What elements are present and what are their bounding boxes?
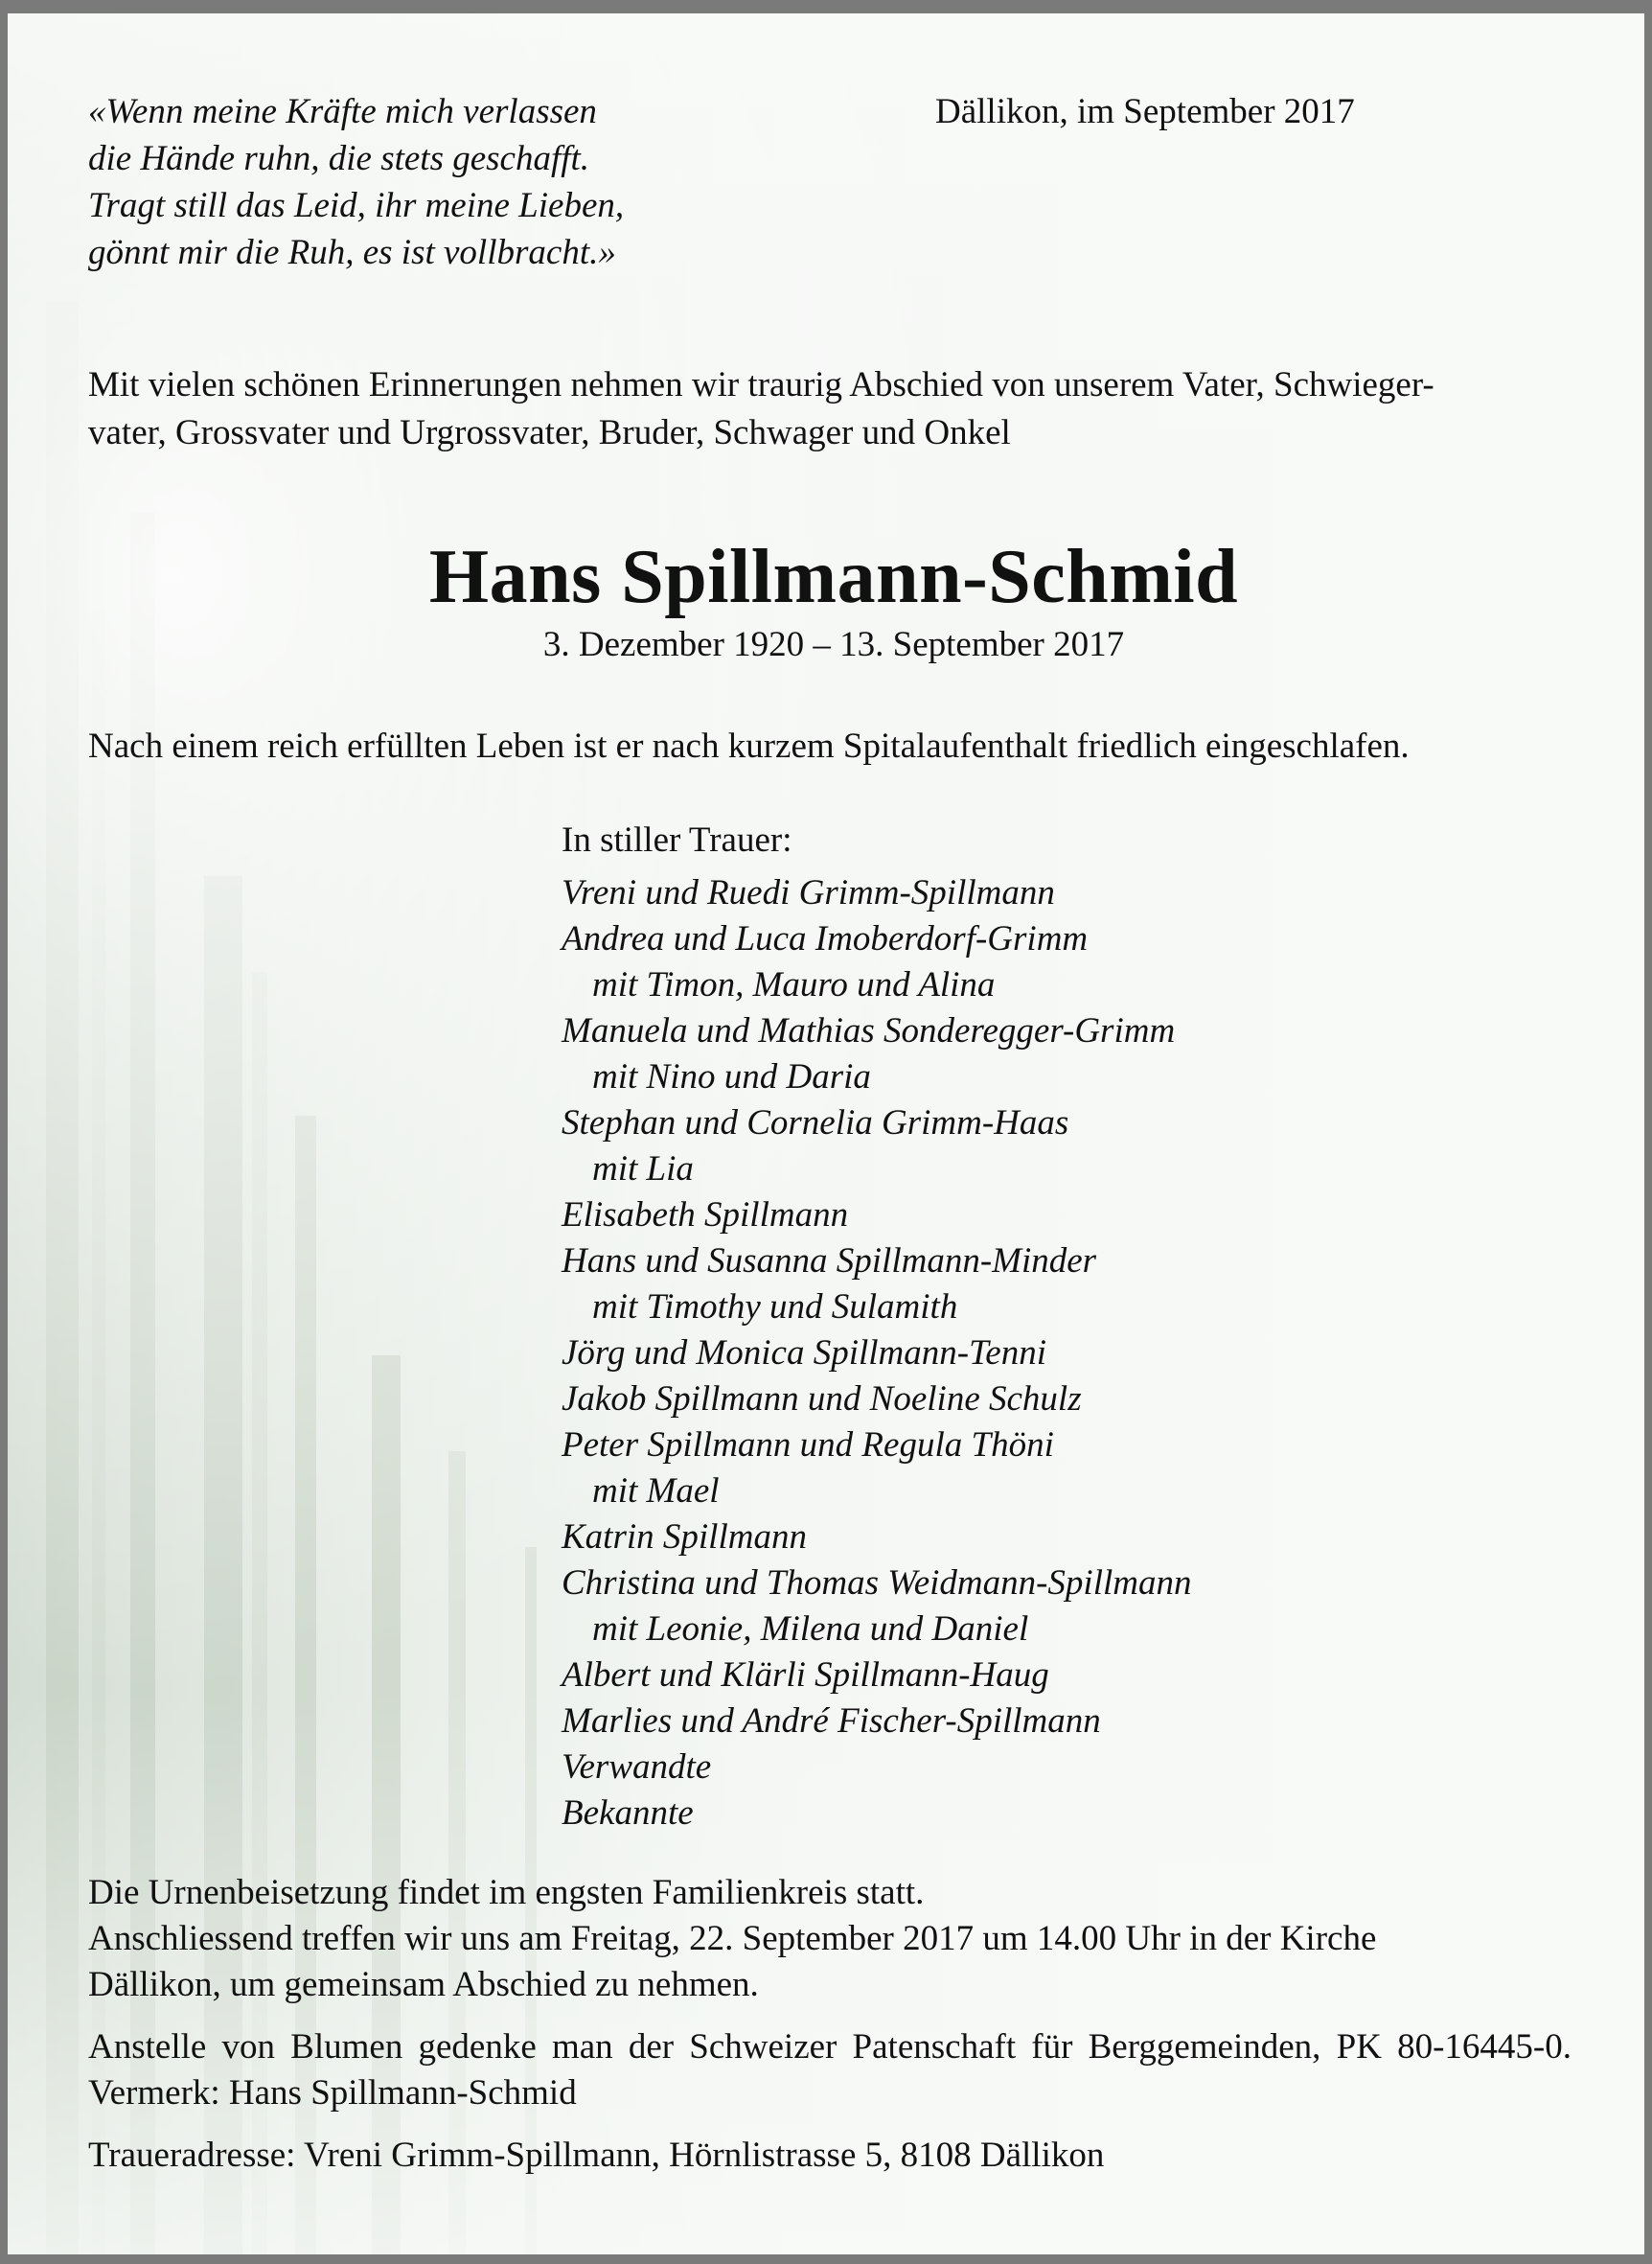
burial-line: Dällikon, um gemeinsam Abschied zu nehmen. [88, 1965, 759, 2004]
list-item: Stephan und Cornelia Grimm-Haas [562, 1103, 1069, 1143]
list-item: Andrea und Luca Imoberdorf-Grimm [562, 919, 1089, 959]
list-item: Verwandte [562, 1747, 712, 1787]
deceased-name: Hans Spillmann-Schmid [428, 535, 1239, 619]
list-item: Marlies und André Fischer-Spillmann [562, 1701, 1101, 1741]
place-and-date: Dällikon, im September 2017 [935, 92, 1355, 131]
list-item: Christina und Thomas Weidmann-Spillmann [562, 1563, 1192, 1603]
poem-quote [88, 88, 816, 276]
list-item: Albert und Klärli Spillmann-Haug [562, 1655, 1049, 1695]
passing-text: Nach einem reich erfüllten Leben ist er nach kurzem Spitalaufenthalt friedlich eingeschlafen. [88, 727, 1410, 766]
life-dates: 3. Dezember 1920 – 13. September 2017 [542, 625, 1125, 664]
list-item: mit Nino und Daria [592, 1057, 871, 1097]
list-item: Peter Spillmann und Regula Thöni [562, 1425, 1054, 1465]
list-item: Manuela und Mathias Sonderegger-Grimm [562, 1011, 1176, 1051]
intro-line: Mit vielen schönen Erinnerungen nehmen wir traurig Abschied von unserem Vater, Schwieger- [88, 365, 1434, 404]
poem-line: «Wenn meine Kräfte mich verlassen [88, 92, 597, 131]
list-item: mit Lia [592, 1149, 694, 1189]
list-item: mit Mael [592, 1471, 720, 1511]
closing-section [88, 1870, 1572, 2179]
poem-line: gönnt mir die Ruh, es ist vollbracht.» [88, 233, 616, 272]
mourners-title: In stiller Trauer: [562, 820, 792, 860]
list-item: Jakob Spillmann und Noeline Schulz [562, 1379, 1082, 1419]
list-item: Bekannte [562, 1793, 694, 1833]
list-item: Hans und Susanna Spillmann-Minder [562, 1241, 1097, 1281]
list-item: mit Timothy und Sulamith [592, 1287, 958, 1327]
donation-text: Anstelle von Blumen gedenke man der Schweizer Patenschaft für Berggemeinden, PK 80-16445-0. Vermerk: Hans Spillmann-Schmid [88, 2027, 1572, 2113]
list-item: Vreni und Ruedi Grimm-Spillmann [562, 873, 1055, 913]
list-item: mit Leonie, Milena und Daniel [592, 1609, 1029, 1649]
list-item: Elisabeth Spillmann [562, 1195, 849, 1235]
burial-line: Die Urnenbeisetzung findet im engsten Familienkreis statt. [88, 1873, 925, 1912]
obituary-page [8, 13, 1644, 2254]
intro-text [88, 361, 1572, 457]
poem-line: Tragt still das Leid, ihr meine Lieben, [88, 186, 625, 225]
list-item: mit Timon, Mauro und Alina [592, 965, 996, 1005]
obituary-content [8, 13, 1644, 2254]
list-item: Jörg und Monica Spillmann-Tenni [562, 1333, 1046, 1373]
intro-line: vater, Grossvater und Urgrossvater, Bruder, Schwager und Onkel [88, 413, 1011, 452]
mourners-list [562, 870, 1424, 1837]
burial-line: Anschliessend treffen wir uns am Freitag, 22. September 2017 um 14.00 Uhr in der Kirche [88, 1919, 1377, 1958]
mourning-address: Traueradresse: Vreni Grimm-Spillmann, Hörnlistrasse 5, 8108 Dällikon [88, 2136, 1105, 2175]
poem-line: die Hände ruhn, die stets geschafft. [88, 139, 590, 178]
list-item: Katrin Spillmann [562, 1517, 807, 1557]
